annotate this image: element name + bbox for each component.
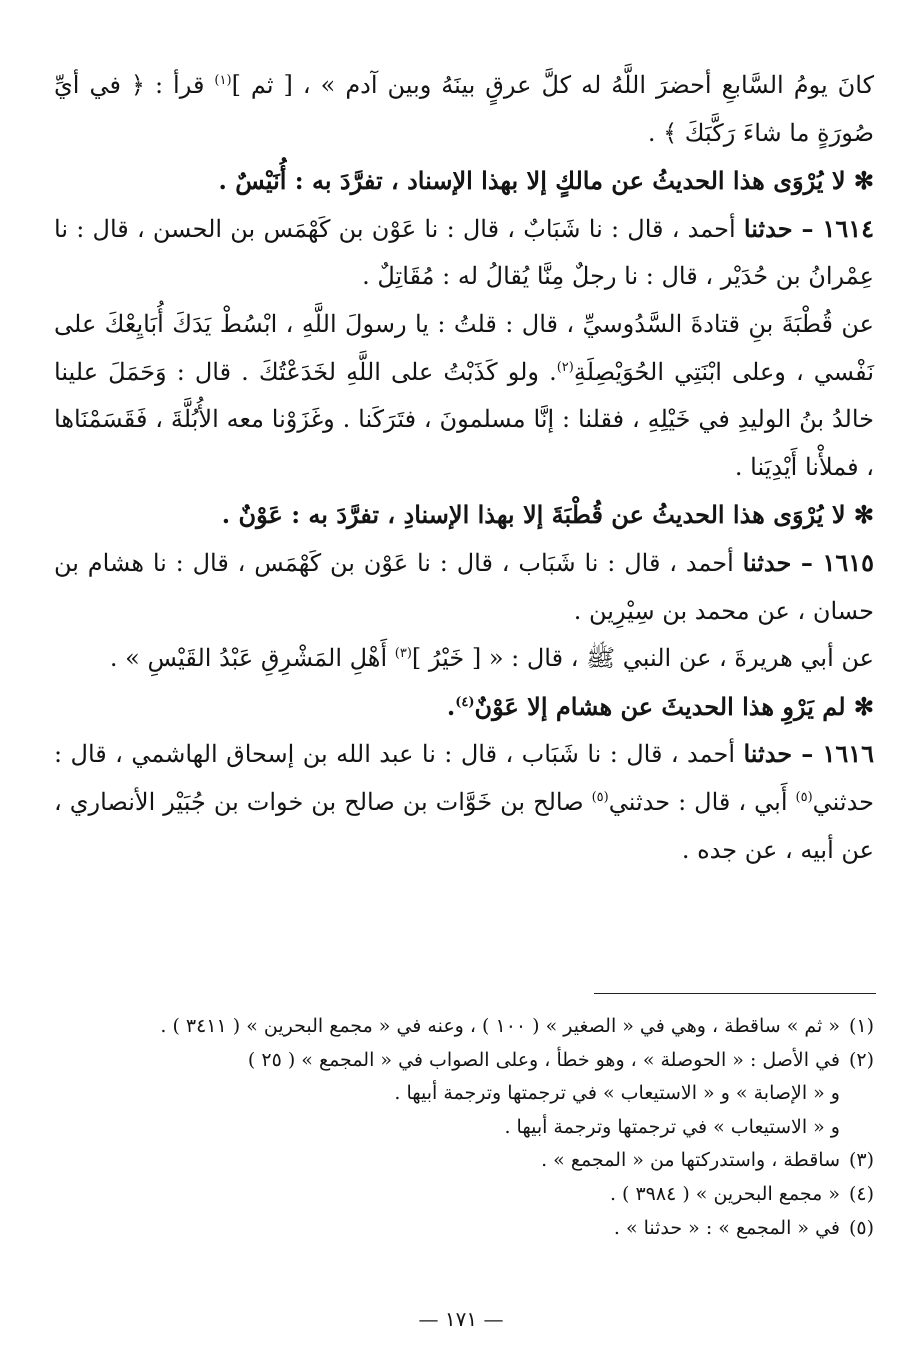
remark-2: ✻ لا يُرْوَى هذا الحديثُ عن قُطْبَةَ إلا بهذا الإسنادِ ، تفرَّدَ به : عَوْنٌ .: [221, 500, 874, 530]
paragraph-1: [54, 62, 874, 157]
footnote-text: ساقطة ، واستدركتها من « المجمع » .: [541, 1149, 840, 1172]
paragraph-5: [54, 635, 874, 683]
footnote-number: (٥): [848, 1216, 874, 1239]
footnote-3: [54, 1144, 874, 1178]
note-ref-5b: (٥): [591, 789, 609, 805]
footnote-text: في الأصل : « الحوصلة » ، وهو خطأ ، وعلى الصواب في « المجمع » ( ٢٥ ): [247, 1048, 840, 1071]
remark-3: [54, 683, 874, 731]
remark-3-end: .: [446, 691, 456, 721]
hadith-text-1616a: أحمد ، قال : نا شَبَاب ، قال : نا عبد الله بن إسحاق الهاشمي ، قال : حدثني: [54, 740, 874, 816]
footnote-divider: [594, 993, 876, 994]
text-p5a: عن أبي هريرةَ ، عن النبي ﷺ ، قال : « [ خَيْرُ ]: [411, 644, 874, 673]
footnote-text: « ثم » ساقطة ، وهي في « الصغير » ( ١٠٠ ) ، وعنه في « مجمع البحرين » ( ٣٤١١ ) .: [160, 1015, 840, 1037]
hadith-text-1616c: صالح بن خَوَّات بن صالح بن خوات بن جُبَيْر الأنصاري ، عن أبيه ، عن جده .: [54, 787, 874, 864]
footnote-2-line-3: و « الاستيعاب » في ترجمتها وترجمة أبيها .: [504, 1115, 840, 1138]
paragraph-3: [54, 301, 874, 491]
text-p1: كانَ يومُ السَّابعِ أحضرَ اللَّهُ له كلَّ عرقٍ بينَهُ وبين آدم » ، [ ثم ]: [231, 71, 875, 99]
hadith-number-1614: ١٦١٤ – حدثنا: [743, 213, 874, 243]
text-p1-end: قرأ : ﴿ في أيِّ صُورَةٍ ما شاءَ رَكَّبَكَ ﴾ .: [54, 71, 874, 147]
hadith-text-1614: أحمد ، قال : نا شَبَابٌ ، قال : نا عَوْن بن كَهْمَس بن الحسن ، قال : نا عِمْرانُ بن حُدَيْر ، قال : نا رجلٌ مِنَّا يُقالُ له : مُقَاتِلٌ .: [54, 214, 874, 291]
footnote-number: (٢): [848, 1048, 874, 1071]
remark-3-text: ✻ لم يَرْوِ هذا الحديثَ عن هشام إلا عَوْنٌ: [474, 691, 874, 721]
note-ref-5a: (٥): [795, 789, 813, 805]
footnotes: [54, 1010, 874, 1245]
footnote-number: (٤): [848, 1182, 874, 1205]
footnote-number: (١): [848, 1015, 874, 1037]
hadith-1615: [54, 539, 874, 635]
hadith-1616: [54, 730, 874, 874]
hadith-1614: [54, 205, 874, 301]
footnote-1: [54, 1010, 874, 1044]
footnote-2: [54, 1044, 874, 1078]
note-ref-1: (١): [214, 73, 232, 88]
hadith-text-1616b: أَبي ، قال : حدثني: [608, 787, 796, 816]
footnote-text: « مجمع البحرين » ( ٣٩٨٤ ) .: [609, 1182, 840, 1205]
footnote-4: [54, 1178, 874, 1212]
footnote-number: (٣): [848, 1149, 874, 1172]
page-number: — ١٧١ —: [418, 1307, 504, 1331]
text-p3b: . ولو كَذَبْتُ على اللَّهِ لخَدَعْتُكَ . قال : وَحَمَلَ علينا خالدُ بنُ الوليدِ في خَيْلِهِ ، فقلنا : إنَّا مسلمونَ ، فتَرَكَنا . وغَزَوْنا معه الأُبُلَّةَ ، فَقَسَمْنَاها ، فملأْنا أَيْدِيَنا .: [54, 357, 874, 481]
note-ref-3: (٣): [394, 646, 412, 662]
note-ref-2: (٢): [556, 359, 574, 375]
footnote-5: [54, 1212, 874, 1246]
note-ref-4: (٤): [455, 694, 475, 710]
hadith-number-1616: ١٦١٦ – حدثنا: [743, 739, 874, 769]
text-p3a: عن قُطْبَةَ بنِ قتادةَ السَّدُوسيِّ ، قال : قلتُ : يا رسولَ اللَّهِ ، ابْسُطْ يَدَكَ أُبَايِعْكَ على نَفْسي ، وعلى ابْنَتِي الحُوَيْصِلَةِ: [54, 309, 875, 386]
footnote-text: في « المجمع » : « حدثنا » .: [613, 1216, 840, 1239]
text-p5b: أَهْلِ المَشْرِقِ عَبْدُ القَيْسِ » .: [109, 644, 395, 673]
hadith-text-1615: أحمد ، قال : نا شَبَاب ، قال : نا عَوْن بن كَهْمَس ، قال : نا هشام بن حسان ، عن محمد بن سِيْرِين .: [54, 548, 874, 625]
footnote-2-line-2: و « الإصابة » و « الاستيعاب » في ترجمتها وترجمة أبيها .: [394, 1082, 840, 1105]
main-text: [54, 62, 874, 874]
remark-1: ✻ لا يُرْوَى هذا الحديثُ عن مالكٍ إلا بهذا الإسناد ، تفرَّدَ به : أُنَيْسٌ .: [218, 166, 874, 196]
hadith-number-1615: ١٦١٥ – حدثنا: [742, 547, 874, 577]
